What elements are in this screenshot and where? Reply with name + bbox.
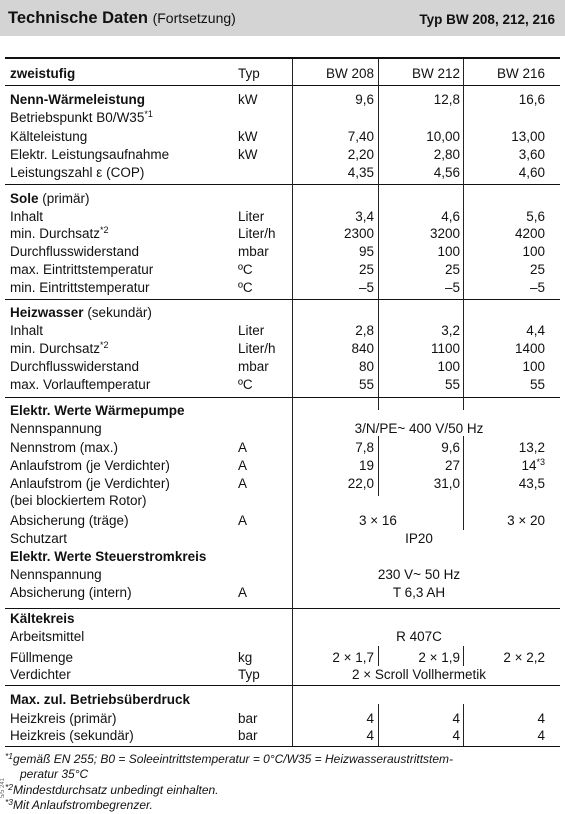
row-label: Inhalt xyxy=(10,323,44,338)
row-unit: ºC xyxy=(238,280,253,295)
row-label: Nennstrom (max.) xyxy=(10,440,119,455)
row-unit: ºC xyxy=(238,262,253,277)
cell-value: 4,4 xyxy=(526,323,545,338)
section-title xyxy=(10,305,152,321)
spanning-value: T 6,3 AH xyxy=(392,585,446,600)
row-label: Inhalt xyxy=(10,209,44,224)
row-label: Leistungszahl ε (COP) xyxy=(10,165,145,180)
footnote-1 xyxy=(5,752,453,768)
row-unit: mbar xyxy=(238,359,269,374)
section-title: Elektr. Werte Wärmepumpe xyxy=(10,403,185,418)
row-label: Arbeitsmittel xyxy=(10,629,85,644)
cell-value: 2,8 xyxy=(355,323,374,338)
cell-value: 4 xyxy=(366,711,374,726)
cell-value: 1100 xyxy=(430,341,460,356)
cell-value: 4,56 xyxy=(433,165,460,180)
rule-top xyxy=(5,57,560,59)
cell-value: 95 xyxy=(358,244,374,259)
header-band xyxy=(0,0,565,36)
row-label xyxy=(10,341,109,358)
row-label: Nennspannung xyxy=(10,421,102,436)
model-header: BW 212 xyxy=(411,66,460,81)
rule-section xyxy=(5,685,560,686)
cell-value: 4,6 xyxy=(441,209,460,224)
cell-value: 55 xyxy=(444,377,460,392)
spanning-value: 230 V~ 50 Hz xyxy=(377,567,461,582)
footnote-ref: *1 xyxy=(5,751,14,761)
row-label: Anlaufstrom (je Verdichter) xyxy=(10,476,170,491)
value-text: 14 xyxy=(521,458,537,473)
cell-value: 840 xyxy=(351,341,374,356)
rule-bottom xyxy=(5,746,560,747)
title-text: Technische Daten xyxy=(8,9,148,27)
subtitle-text: (Fortsetzung) xyxy=(152,10,236,26)
row-unit: A xyxy=(238,513,248,528)
cell-value: 19 xyxy=(358,458,374,473)
row-unit: mbar xyxy=(238,244,269,259)
cell-value: 4 xyxy=(537,711,545,726)
cell-value: 27 xyxy=(444,458,460,473)
footnote-3 xyxy=(5,798,153,814)
column-unit: Typ xyxy=(238,66,260,81)
row-label: max. Vorlauftemperatur xyxy=(10,377,151,392)
cell-value: –5 xyxy=(529,280,545,295)
cell-value: 13,2 xyxy=(518,440,545,455)
section-title: Max. zul. Betriebsüberdruck xyxy=(10,692,191,707)
row-label: Verdichter xyxy=(10,667,71,682)
row-label: max. Eintrittstemperatur xyxy=(10,262,154,277)
model-header: BW 208 xyxy=(325,66,374,81)
page-title xyxy=(8,9,236,28)
cell-value: 43,5 xyxy=(518,476,545,491)
section-title-bold: Heizwasser xyxy=(10,305,84,320)
footnote-ref: *2 xyxy=(5,782,14,792)
spanning-value: IP20 xyxy=(405,531,433,546)
cell-value: 16,6 xyxy=(518,92,545,107)
cell-value: 25 xyxy=(358,262,374,277)
row-unit: A xyxy=(238,440,248,455)
row-unit: ºC xyxy=(238,377,253,392)
type-label: Typ BW 208, 212, 216 xyxy=(419,12,555,27)
cell-value: 2,80 xyxy=(433,147,460,162)
cell-value: 100 xyxy=(437,359,460,374)
row-label-continued: (bei blockiertem Rotor) xyxy=(10,493,147,508)
section-title xyxy=(10,191,90,207)
footnote-text: Mit Anlaufstrombegrenzer. xyxy=(13,798,153,812)
rule-section xyxy=(5,85,560,86)
row-label xyxy=(10,110,153,127)
cell-value: 3,60 xyxy=(518,147,545,162)
cell-value: 4,35 xyxy=(347,165,374,180)
footnote-ref: *2 xyxy=(100,225,109,235)
cell-value: 25 xyxy=(444,262,460,277)
row-label: Absicherung (intern) xyxy=(10,585,132,600)
section-title-bold: Sole xyxy=(10,191,39,206)
cell-value: 2300 xyxy=(343,226,374,241)
cell-value: –5 xyxy=(358,280,374,295)
document-code: 5/5 241 xyxy=(0,778,6,799)
spanning-value: 2 × Scroll Vollhermetik xyxy=(352,667,486,682)
row-unit: kW xyxy=(238,147,258,162)
cell-value: 4200 xyxy=(514,226,545,241)
row-unit: A xyxy=(238,585,248,600)
section-title: Kältekreis xyxy=(10,611,75,626)
row-label: Nennspannung xyxy=(10,567,102,582)
row-unit: A xyxy=(238,476,248,491)
row-unit: kW xyxy=(238,129,258,144)
cell-value: 80 xyxy=(358,359,374,374)
cell-value: 7,8 xyxy=(355,440,374,455)
row-label: Elektr. Leistungsaufnahme xyxy=(10,147,170,162)
row-label: Anlaufstrom (je Verdichter) xyxy=(10,458,170,473)
cell-value: 3,2 xyxy=(441,323,460,338)
row-unit: Liter/h xyxy=(238,226,276,241)
footnote-text: Mindestdurchsatz unbedingt einhalten. xyxy=(13,783,219,797)
cell-value: 22,0 xyxy=(347,476,374,491)
cell-value: –5 xyxy=(444,280,460,295)
cell-value: 2 × 1,9 xyxy=(418,650,460,665)
cell-value: 9,6 xyxy=(441,440,460,455)
row-label xyxy=(10,226,109,243)
cell-value: 4 xyxy=(452,711,460,726)
row-label: Durchflusswiderstand xyxy=(10,359,140,374)
cell-value: 7,40 xyxy=(347,129,374,144)
row-unit: bar xyxy=(238,711,258,726)
cell-value xyxy=(464,458,545,475)
cell-value: 25 xyxy=(529,262,545,277)
spanning-value: 3/N/PE~ 400 V/50 Hz xyxy=(354,421,484,436)
cell-value: 31,0 xyxy=(433,476,460,491)
cell-value: 13,00 xyxy=(511,129,545,144)
cell-value: 4 xyxy=(537,728,545,743)
cell-value: 55 xyxy=(529,377,545,392)
cell-value: 3 × 20 xyxy=(507,513,545,528)
cell-value: 12,8 xyxy=(433,92,460,107)
spanning-value: R 407C xyxy=(396,629,442,644)
section-title-suffix: (sekundär) xyxy=(87,305,152,320)
cell-value: 10,00 xyxy=(426,129,460,144)
row-label: Füllmenge xyxy=(10,650,74,665)
row-unit: kW xyxy=(238,92,258,107)
row-unit: Liter/h xyxy=(238,341,276,356)
row-label: Kälteleistung xyxy=(10,129,88,144)
rule-section xyxy=(5,397,560,398)
footnote-ref: *1 xyxy=(144,109,153,119)
footnote-1-continued: peratur 35°C xyxy=(20,767,89,781)
row-label: Durchflusswiderstand xyxy=(10,244,140,259)
cell-value: 4,60 xyxy=(518,165,545,180)
cell-value: 2 × 2,2 xyxy=(503,650,545,665)
row-unit: kg xyxy=(238,650,253,665)
row-unit: A xyxy=(238,458,248,473)
cell-value: 9,6 xyxy=(355,92,374,107)
row-label: Heizkreis (primär) xyxy=(10,711,117,726)
rule-section xyxy=(5,608,560,609)
section-title-suffix: (primär) xyxy=(42,191,90,206)
row-unit: Liter xyxy=(238,323,265,338)
rule-section xyxy=(5,299,560,300)
cell-value: 1400 xyxy=(514,341,545,356)
row-unit: bar xyxy=(238,728,258,743)
column-label: zweistufig xyxy=(10,66,76,81)
spanning-value: 3 × 16 xyxy=(359,513,397,528)
row-label: Heizkreis (sekundär) xyxy=(10,728,134,743)
footnote-ref: *2 xyxy=(100,340,109,350)
cell-value: 3,4 xyxy=(355,209,374,224)
row-label: min. Eintrittstemperatur xyxy=(10,280,150,295)
model-header: BW 216 xyxy=(496,66,545,81)
cell-value: 55 xyxy=(358,377,374,392)
label-text: min. Durchsatz xyxy=(10,341,101,356)
footnote-text: gemäß EN 255; B0 = Soleeintrittstemperatur = 0°C/W35 = Heizwasseraustrittstem- xyxy=(13,752,454,766)
cell-value: 100 xyxy=(522,359,545,374)
cell-value: 3200 xyxy=(429,226,460,241)
rule-section xyxy=(5,184,560,185)
cell-value: 2,20 xyxy=(347,147,374,162)
cell-value: 2 × 1,7 xyxy=(332,650,374,665)
cell-value: 5,6 xyxy=(526,209,545,224)
cell-value: 100 xyxy=(437,244,460,259)
row-unit: Liter xyxy=(238,209,265,224)
footnote-ref: *3 xyxy=(5,797,14,807)
row-unit: Typ xyxy=(238,667,260,682)
row-label: Absicherung (träge) xyxy=(10,513,129,528)
section-title: Elektr. Werte Steuerstromkreis xyxy=(10,549,207,564)
row-label: Schutzart xyxy=(10,531,68,546)
section-title: Nenn-Wärmeleistung xyxy=(10,92,146,107)
cell-value: 100 xyxy=(522,244,545,259)
cell-value: 4 xyxy=(366,728,374,743)
footnote-ref: *3 xyxy=(536,457,545,467)
cell-value: 4 xyxy=(452,728,460,743)
footnote-2 xyxy=(5,783,219,799)
label-text: min. Durchsatz xyxy=(10,226,101,241)
betriebspunkt-text: Betriebspunkt B0/W35 xyxy=(10,110,145,125)
